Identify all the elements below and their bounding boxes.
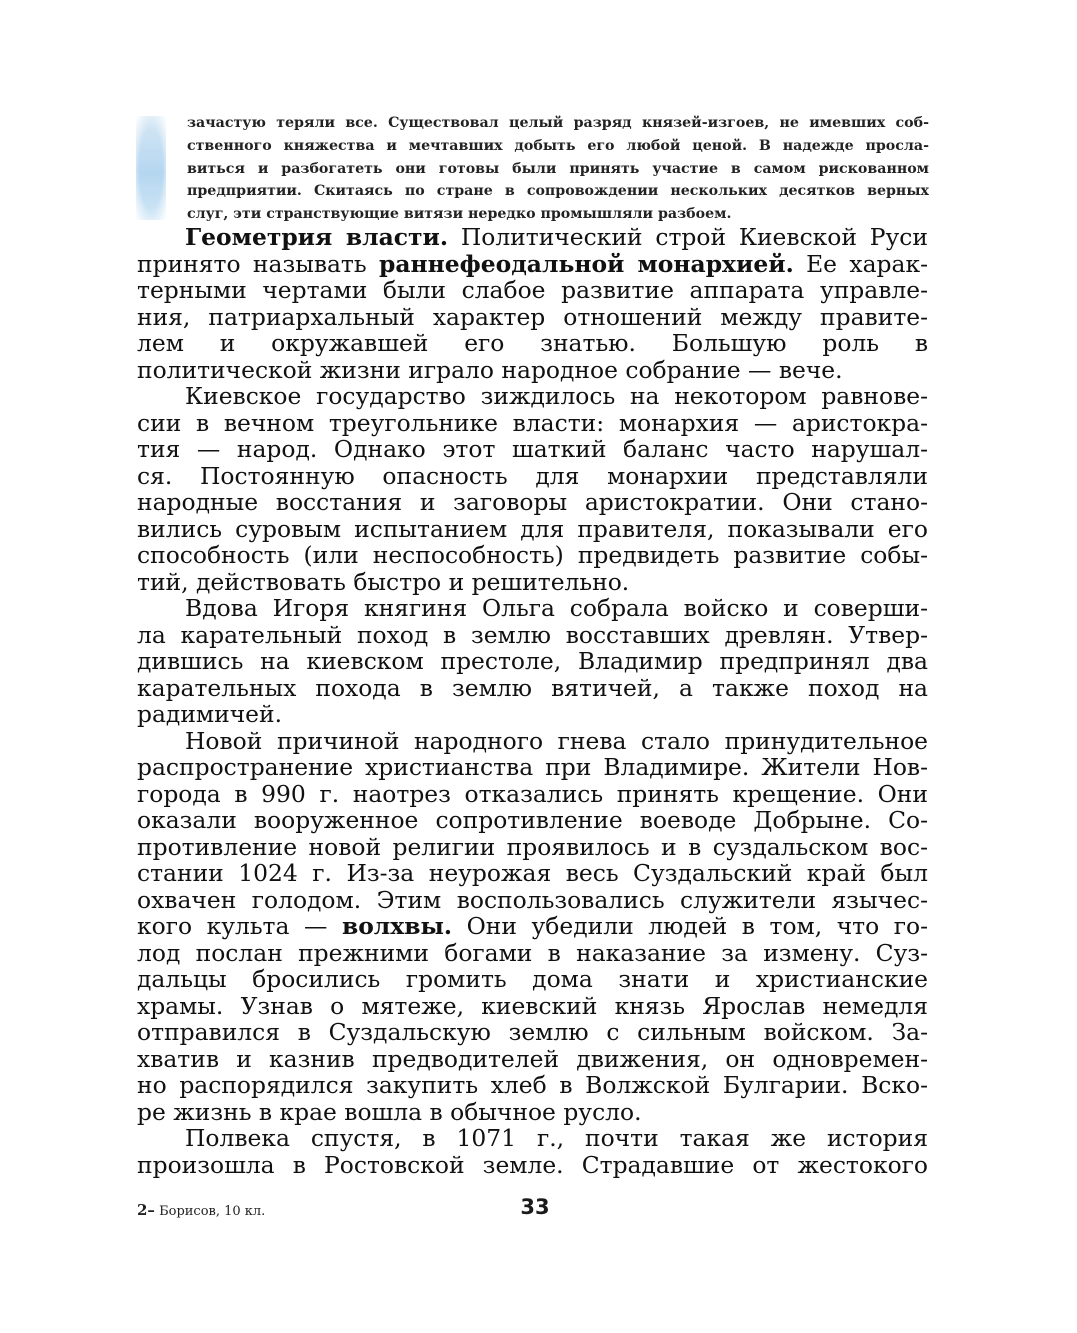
text-line: стании 1024 г. Из-за неурожая весь Суздальский край был	[137, 859, 928, 887]
printer-signature: 2– Борисов, 10 кл.	[137, 1201, 266, 1219]
text-line: способность (или неспособность) предвидеть развитие собы-	[137, 541, 928, 569]
inset-line: слуг, эти странствующие витязи нередко промышляли разбоем.	[187, 206, 732, 223]
text-line: тий, действовать быстро и решительно.	[137, 567, 630, 596]
text-line: вились суровым испытанием для правителя, показывали его	[137, 514, 928, 543]
text-line: Киевское государство зиждилось на некотором равнове-	[185, 382, 928, 410]
text-line: Вдова Игоря княгиня Ольга собрала войско и соверши-	[185, 594, 928, 622]
inset-line: предприятии. Скитаясь по стране в сопровождении нескольких десятков верных	[187, 183, 929, 200]
inset-accent-bar	[136, 116, 166, 220]
term-highlight: раннефеодальной монархией.	[379, 249, 794, 278]
inset-line: ственного княжества и мечтавших добыть его любой ценой. В надежде просла-	[187, 137, 929, 154]
text-line: карательных похода в землю вятичей, а также поход на	[137, 673, 928, 702]
text-line: ла карательный поход в землю восставших древлян. Утвер-	[137, 620, 928, 649]
text-line: лем и окружавшей его знатью. Большую роль в	[137, 329, 928, 357]
text-line: народные восстания и заговоры аристократии. Они стано-	[137, 488, 928, 516]
text-line: храмы. Узнав о мятеже, киевский князь Ярослав немедля	[137, 991, 928, 1020]
inset-text	[187, 112, 929, 226]
main-text	[137, 224, 928, 1178]
text-line: Новой причиной народного гнева стало принудительное	[185, 726, 928, 755]
page-number: 33	[520, 1195, 550, 1219]
text-line: дившись на киевском престоле, Владимир предпринял два	[137, 647, 928, 675]
inset-note	[136, 112, 930, 222]
text-line: лод послан прежними богами в наказание за измену. Суз-	[137, 938, 928, 967]
text-line: охвачен голодом. Этим воспользовались служители язычес-	[137, 885, 928, 914]
term-highlight: волхвы.	[341, 912, 453, 940]
inset-line: виться и разбогатеть они готовы были принять участие в самом рискованном	[187, 160, 929, 177]
text-line: сии в вечном треугольнике власти: монархия — аристокра-	[137, 408, 928, 437]
text-line: кого культа — волхвы. Они убедили людей в том, что го-	[137, 912, 928, 940]
text-line: ся. Постоянную опасность для монархии представляли	[137, 461, 928, 490]
text-line: распространение христианства при Владимире. Жители Нов-	[137, 753, 928, 781]
text-line: отправился в Суздальскую землю с сильным войском. За-	[137, 1018, 928, 1046]
text-line: ния, патриархальный характер отношений между правите-	[137, 302, 928, 331]
text-line: терными чертами были слабое развитие аппарата управле-	[137, 276, 928, 304]
text-line: хватив и казнив предводителей движения, он одновремен-	[137, 1044, 928, 1073]
text-line: радимичей.	[137, 700, 283, 728]
text-line: но распорядился закупить хлеб в Волжской Булгарии. Вско-	[137, 1071, 928, 1099]
text-line: принято называть раннефеодальной монархией. Ее харак-	[137, 249, 928, 278]
text-line: дальцы бросились громить дома знати и христианские	[137, 965, 928, 993]
text-line: тия — народ. Однако этот шаткий баланс часто нарушал-	[137, 435, 928, 463]
text-line: противление новой религии проявилось и в суздальском вос-	[137, 832, 928, 861]
text-line: Полвека спустя, в 1071 г., почти такая же история	[185, 1124, 928, 1152]
inset-line: зачастую теряли все. Существовал целый разряд князей-изгоев, не имевших соб-	[187, 115, 929, 131]
text-line: оказали вооруженное сопротивление воеводе Добрыне. Со-	[137, 806, 928, 834]
text-line: ре жизнь в крае вошла в обычное русло.	[137, 1097, 642, 1126]
text-line: города в 990 г. наотрез отказались принять крещение. Они	[137, 779, 928, 808]
section-heading: Геометрия власти.	[185, 223, 448, 251]
text-line: политической жизни играло народное собрание — вече.	[137, 355, 843, 384]
text-line: произошла в Ростовской земле. Страдавшие от жестокого	[137, 1150, 928, 1179]
text-line: Геометрия власти. Политический строй Киевской Руси	[185, 223, 928, 251]
